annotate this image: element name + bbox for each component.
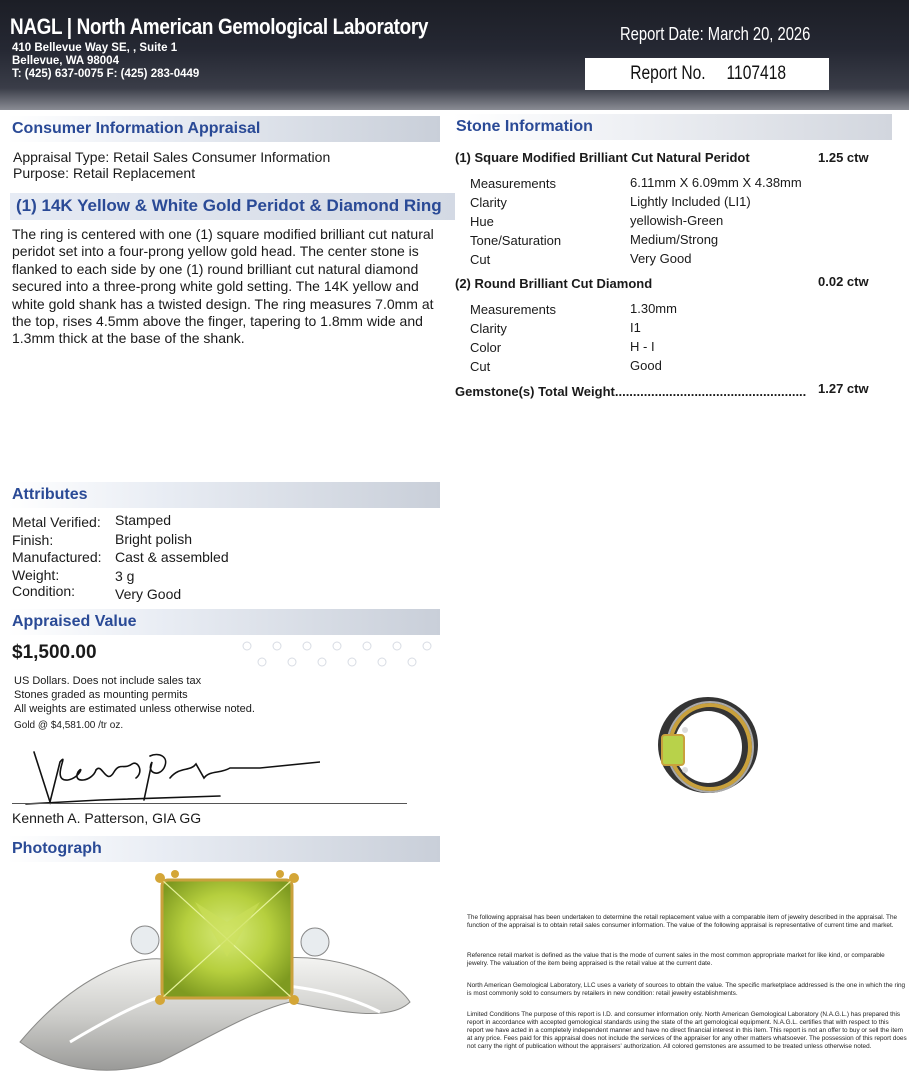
attr-manufactured-label: Manufactured: (12, 549, 102, 565)
stone1-measurements-label: Measurements (470, 176, 556, 191)
stone2-weight: 0.02 ctw (818, 274, 869, 289)
photograph-section-title: Photograph (8, 836, 440, 862)
attr-metal-value: Stamped (115, 512, 172, 528)
stone1-weight: 1.25 ctw (818, 150, 869, 165)
stone1-tone-label: Tone/Saturation (470, 233, 562, 248)
fine-print-2: Reference retail market is defined as the value that is the mode of current sales in the most common appropriate market for like kind, or comparable jewelry. The valuation of the item being appraised is the retail value at the current date. (467, 952, 885, 967)
report-number: 1107418 (726, 63, 786, 84)
fine-print-1: The following appraisal has been undertaken to determine the retail replacement value with a comparable item of jewelry described in the appraisal. The function of the appraisal is to obtain retail sales consumer information. The value of the following appraisal is representative of current time and market. (467, 914, 898, 929)
stone-info-section-title: Stone Information (452, 114, 892, 140)
item-description: The ring is centered with one (1) square modified brilliant cut natural peridot set into a four-prong yellow gold head. The center stone is flanked to each side by one (1) round brilliant cut natural diamond secured into a three-prong white gold setting. The 14K yellow and white gold shank has a twisted design. The ring measures 7.0mm at the top, rises 4.5mm above the finger, tapering to 1.8mm wide and 1.3mm thick at the base of the shank. (12, 226, 434, 347)
stone1-cut-value: Very Good (630, 251, 692, 266)
lab-address-line1: 410 Bellevue Way SE, , Suite 1 (12, 42, 178, 54)
appraised-value-section-title: Appraised Value (8, 609, 440, 635)
stone2-clarity-value: I1 (630, 320, 641, 335)
stone2-measurements-value: 1.30mm (630, 301, 677, 316)
attributes-section-title: Attributes (8, 482, 440, 508)
fine-print-3: North American Gemological Laboratory, LLC uses a variety of sources to obtain the value. The specific marketplace addressed is the one in which the ring is most commonly sold to consumers by retailers in new condition: retail jewelry establishments. (467, 982, 906, 997)
gold-price: Gold @ $4,581.00 /tr oz. (14, 720, 124, 731)
consumer-info-section-title: Consumer Information Appraisal (8, 116, 440, 142)
lab-phone: T: (425) 637-0075 F: (425) 283-0449 (12, 68, 200, 80)
ring-photo-main (10, 862, 430, 1078)
attr-condition-value: Very Good (115, 586, 182, 602)
stone2-color-value: H - I (630, 339, 655, 354)
appraiser-name: Kenneth A. Patterson, GIA GG (12, 810, 202, 826)
total-weight-label: Gemstone(s) Total Weight..................................................... (455, 384, 807, 399)
appraised-value: $1,500.00 (12, 642, 97, 663)
report-header (0, 0, 909, 110)
stone2-color-label: Color (470, 340, 502, 355)
stone2-cut-label: Cut (470, 359, 491, 374)
attr-manufactured-value: Cast & assembled (115, 549, 229, 565)
appraised-note-1: US Dollars. Does not include sales tax (14, 675, 202, 687)
stone1-tone-value: Medium/Strong (630, 232, 719, 247)
appraisal-type-value: Retail Sales Consumer Information (113, 149, 331, 165)
appraisal-type-label: Appraisal Type: (13, 149, 110, 165)
stone1-heading: (1) Square Modified Brilliant Cut Natural Peridot (455, 150, 750, 165)
lab-name: NAGL | North American Gemological Laboratory (10, 14, 429, 39)
attr-finish-value: Bright polish (115, 531, 193, 547)
stone1-hue-value: yellowish-Green (630, 213, 724, 228)
signature-line (12, 803, 407, 804)
attr-weight-label: Weight: (12, 567, 60, 583)
appraisal-type-row (13, 149, 330, 166)
purpose-row (13, 165, 195, 182)
stone1-cut-label: Cut (470, 252, 491, 267)
purpose-value: Retail Replacement (72, 165, 196, 181)
purpose-label: Purpose: (13, 165, 70, 181)
fine-print-4: Limited Conditions The purpose of this report is I.D. and consumer information only. North American Gemological Laboratory (N.A.G.L.) has prepared this report in accordance with accepted gemological standards using the state of the art gemological equipment. N.A.G.L. certifies that with respect to this report we have acted in a completely independent manner and have no direct financial interest in this item. This report is not an offer to buy or sell the item at any price. Fees paid for this appraisal does not include the services of the appraiser for any other matters whatsoever. The possession of this report does not carry the right of publication without the appraisers' authorization. All colored gemstones are assumed to be treated unless otherwise noted. (467, 1011, 907, 1050)
attr-condition-label: Condition: (12, 583, 76, 599)
stone1-clarity-value: Lightly Included (LI1) (630, 194, 751, 209)
stone2-clarity-label: Clarity (470, 321, 507, 336)
appraised-note-2: Stones graded as mounting permits (14, 689, 188, 701)
report-number-box (585, 58, 829, 90)
report-number-label: Report No. (630, 63, 706, 84)
report-date: Report Date: March 20, 2026 (620, 24, 811, 44)
attr-metal-label: Metal Verified: (12, 514, 101, 530)
attr-finish-label: Finish: (12, 532, 54, 548)
total-weight-value: 1.27 ctw (818, 381, 869, 396)
stone2-heading: (2) Round Brilliant Cut Diamond (455, 276, 653, 291)
stone1-hue-label: Hue (470, 214, 494, 229)
appraiser-signature (20, 742, 320, 817)
item-title: (1) 14K Yellow & White Gold Peridot & Diamond Ring (10, 193, 455, 220)
appraised-note-3: All weights are estimated unless otherwise noted. (14, 703, 255, 715)
stone2-cut-value: Good (630, 358, 662, 373)
attr-weight-value: 3 g (115, 568, 135, 584)
stone1-clarity-label: Clarity (470, 195, 507, 210)
watermark-pattern (232, 634, 442, 674)
stone2-measurements-label: Measurements (470, 302, 556, 317)
lab-address-line2: Bellevue, WA 98004 (12, 55, 119, 67)
ring-photo-side (650, 685, 770, 815)
stone1-measurements-value: 6.11mm X 6.09mm X 4.38mm (630, 175, 802, 190)
